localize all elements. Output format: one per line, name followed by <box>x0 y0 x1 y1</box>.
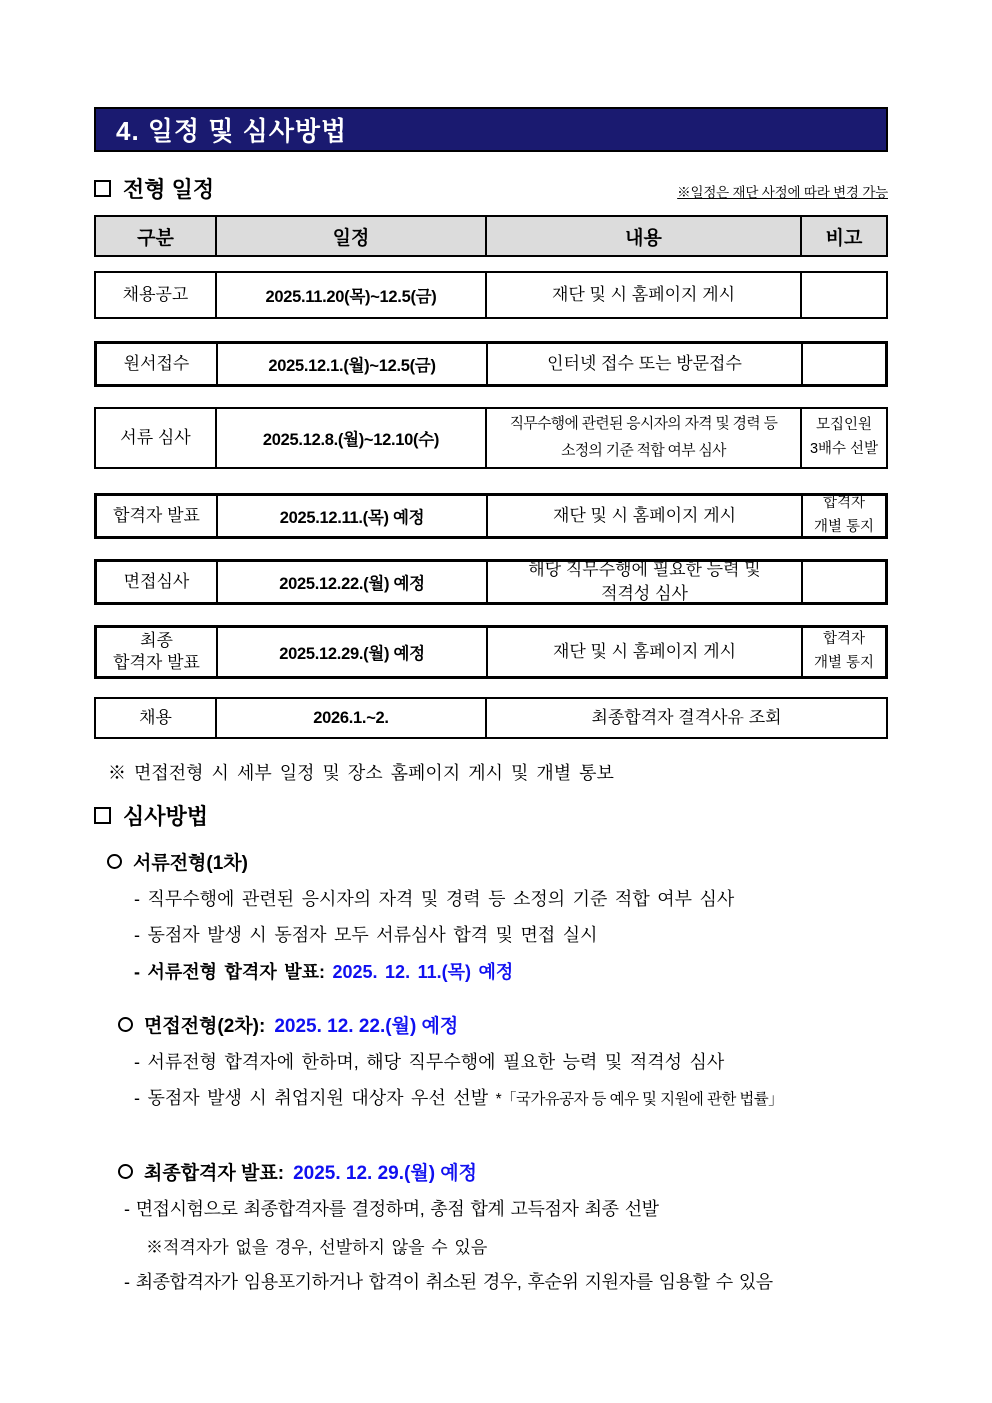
review-item-text: - 동점자 발생 시 취업지원 대상자 우선 선발 <box>134 1088 489 1109</box>
schedule-heading-row <box>94 173 888 204</box>
cell-note-line2: 3배수 선발 <box>809 441 879 457</box>
review-item: - 서류전형 합격자에 한하며, 해당 직무수행에 필요한 능력 및 적격성 심사 <box>134 1051 725 1072</box>
cell-note-line1: 모집인원 <box>815 417 873 434</box>
section-title: 4. 일정 및 심사방법 <box>116 116 348 146</box>
cell-note-line2: 개별 통지 <box>813 519 875 535</box>
review-item <box>94 1086 888 1111</box>
cell-category-line1: 최종 <box>140 630 173 650</box>
cell-category: 합격자 발표 <box>97 496 218 536</box>
cell-category: 서류 심사 <box>96 409 217 467</box>
cell-note <box>803 344 885 384</box>
review-section-title: 서류전형(1차) <box>133 853 248 874</box>
cell-date: 2025.12.29.(월) 예정 <box>218 628 488 676</box>
cell-content: 재단 및 시 홈페이지 게시 <box>487 273 802 317</box>
review-section-title: 최종합격자 발표: <box>144 1163 285 1185</box>
document-content <box>94 107 888 1295</box>
review-item-law-reference: *「국가유공자 등 예우 및 지원에 관한 법률」 <box>495 1091 784 1109</box>
review-item: - 동점자 발생 시 동점자 모두 서류심사 합격 및 면접 실시 <box>134 925 598 946</box>
schedule-table <box>94 215 888 739</box>
cell-note-line1: 합격자 <box>822 631 866 648</box>
cell-note <box>802 273 886 317</box>
cell-content: 최종합격자 결격사유 조회 <box>591 708 782 728</box>
review-section-interview-screening <box>94 1011 888 1038</box>
cell-note <box>802 409 886 467</box>
cell-content: 재단 및 시 홈페이지 게시 <box>488 496 803 536</box>
table-row-hiring <box>94 697 888 739</box>
review-heading <box>94 800 208 831</box>
cell-category: 채용공고 <box>96 273 217 317</box>
cell-date: 2025.12.8.(월)~12.10(수) <box>217 409 487 467</box>
cell-category: 채용 <box>96 699 217 737</box>
cell-date: 2025.12.22.(월) 예정 <box>218 562 488 602</box>
schedule-heading <box>94 173 214 204</box>
table-header-row <box>94 215 888 257</box>
cell-content: 인터넷 접수 또는 방문접수 <box>488 344 803 384</box>
review-section-final-pass <box>94 1158 888 1185</box>
review-item: - 최종합격자가 임용포기하거나 합격이 취소된 경우, 후순위 지원자를 임용할 수 있음 <box>124 1272 773 1293</box>
square-bullet-icon <box>94 807 111 824</box>
review-item: - 직무수행에 관련된 응시자의 자격 및 경력 등 소정의 기준 적합 여부 심사 <box>134 889 735 909</box>
cell-note <box>803 496 885 536</box>
review-item-label: - 서류전형 합격자 발표: <box>134 961 325 982</box>
circle-bullet-icon <box>118 1017 133 1032</box>
cell-content-line2: 소정의 기준 적합 여부 심사 <box>561 443 726 459</box>
review-item-subnote: ※적격자가 없을 경우, 선발하지 않을 수 있음 <box>146 1238 488 1258</box>
header-note: 비고 <box>825 227 863 249</box>
cell-category <box>97 628 218 676</box>
cell-date: 2025.12.11.(목) 예정 <box>218 496 488 536</box>
review-section-document-screening <box>94 848 888 875</box>
cell-category: 원서접수 <box>97 344 218 384</box>
cell-content <box>487 409 802 467</box>
review-item <box>94 960 888 984</box>
cell-note <box>803 628 885 676</box>
cell-content <box>488 562 803 602</box>
cell-date: 2025.11.20(목)~12.5(금) <box>217 273 487 317</box>
review-heading-row <box>94 800 888 831</box>
table-row-document-review <box>94 407 888 469</box>
circle-bullet-icon <box>118 1164 133 1179</box>
section-title-bar <box>94 107 888 152</box>
cell-content: 재단 및 시 홈페이지 게시 <box>488 628 803 676</box>
header-content: 내용 <box>487 217 802 255</box>
review-heading-label: 심사방법 <box>123 804 209 829</box>
table-row-interview <box>94 559 888 605</box>
circle-bullet-icon <box>107 854 122 869</box>
header-date: 일정 <box>217 217 487 255</box>
table-row-final-announcement <box>94 625 888 679</box>
schedule-change-note: ※일정은 재단 사정에 따라 변경 가능 <box>677 185 888 200</box>
cell-note-line2: 개별 통지 <box>813 655 875 671</box>
cell-content-line1: 직무수행에 관련된 응시자의 자격 및 경력 등 <box>509 416 778 433</box>
review-section-date: 2025. 12. 22.(월) 예정 <box>274 1015 459 1037</box>
cell-note-line1: 합격자 <box>822 495 866 512</box>
header-category: 구분 <box>96 217 217 255</box>
review-section-date: 2025. 12. 29.(월) 예정 <box>293 1163 478 1185</box>
table-row-pass-announcement <box>94 493 888 539</box>
schedule-heading-label: 전형 일정 <box>123 177 215 202</box>
cell-category-line2: 합격자 발표 <box>113 653 200 672</box>
review-section-title: 면접전형(2차): <box>144 1015 266 1037</box>
table-row-application <box>94 341 888 387</box>
review-item-date: 2025. 12. 11.(목) 예정 <box>332 961 514 982</box>
table-row-announcement <box>94 271 888 319</box>
cell-date: 2026.1.~2. <box>217 699 487 737</box>
cell-date: 2025.12.1.(월)~12.5(금) <box>218 344 488 384</box>
square-bullet-icon <box>94 180 111 197</box>
schedule-footnote: ※ 면접전형 시 세부 일정 및 장소 홈페이지 게시 및 개별 통보 <box>108 763 614 783</box>
cell-category: 면접심사 <box>97 562 218 602</box>
review-item: - 면접시험으로 최종합격자를 결정하며, 총점 합계 고득점자 최종 선발 <box>124 1199 659 1220</box>
cell-content-line1: 해당 직무수행에 필요한 능력 및 <box>528 560 761 580</box>
cell-note <box>803 562 885 602</box>
cell-content-line2: 적격성 심사 <box>601 584 688 603</box>
